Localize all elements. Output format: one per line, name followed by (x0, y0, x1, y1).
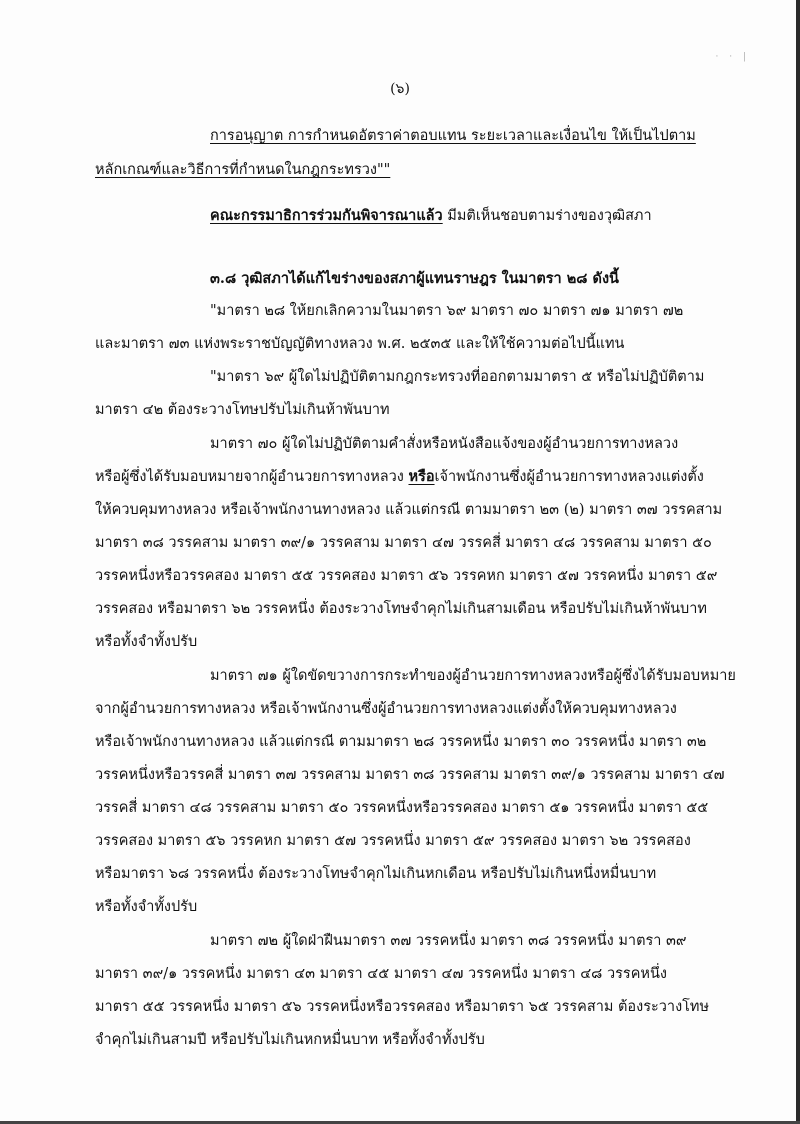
para3-line-4: มาตรา ๓๘ วรรคสาม มาตรา ๓๙/๑ วรรคสาม มาตรา ๔๗ วรรคสี่ มาตรา ๔๘ วรรคสาม มาตรา ๕๐ (95, 535, 712, 551)
para4-line-6: วรรคสอง มาตรา ๕๖ วรรคหก มาตรา ๕๗ วรรคหนึ่ง มาตรา ๕๙ วรรคสอง มาตรา ๖๒ วรรคสอง (95, 833, 691, 849)
heading-line-1: การอนุญาต การกำหนดอัตราค่าตอบแทน ระยะเวลาและเงื่อนไข ให้เป็นไปตาม (210, 128, 696, 144)
para3-line-2b: เจ้าพนักงานซึ่งผู้อำนวยการทางหลวงแต่งตั้ง (434, 469, 704, 485)
committee-note-text: มีมติเห็นชอบตามร่างของวุฒิสภา (442, 208, 652, 224)
para5-line-4: จำคุกไม่เกินสามปี หรือปรับไม่เกินหกหมื่นบาท หรือทั้งจำทั้งปรับ (95, 1032, 485, 1048)
scan-edge-right (796, 0, 800, 1124)
committee-note (210, 206, 652, 226)
para1-line-2: และมาตรา ๗๓ แห่งพระราชบัญญัติทางหลวง พ.ศ. ๒๕๓๕ และให้ใช้ความต่อไปนี้แทน (95, 336, 625, 352)
para5-line-2: มาตรา ๓๙/๑ วรรคหนึ่ง มาตรา ๔๓ มาตรา ๔๕ มาตรา ๔๗ วรรคหนึ่ง มาตรา ๔๘ วรรคหนึ่ง (95, 966, 667, 982)
para4-line-8: หรือทั้งจำทั้งปรับ (95, 899, 198, 915)
para4-line-1: มาตรา ๗๑ ผู้ใดขัดขวางการกระทำของผู้อำนวยการทางหลวงหรือผู้ซึ่งได้รับมอบหมาย (210, 668, 736, 684)
para5-line-1: มาตรา ๗๒ ผู้ใดฝ่าฝืนมาตรา ๓๗ วรรคหนึ่ง มาตรา ๓๘ วรรคหนึ่ง มาตรา ๓๙ (210, 933, 687, 949)
para4-line-3: หรือเจ้าพนักงานทางหลวง แล้วแต่กรณี ตามมาตรา ๒๘ วรรคหนึ่ง มาตรา ๓๐ วรรคหนึ่ง มาตรา ๓๒ (95, 734, 707, 750)
committee-note-label: คณะกรรมาธิการร่วมกันพิจารณาแล้ว (210, 207, 443, 224)
para3-line-2 (95, 467, 704, 487)
para4-line-7: หรือมาตรา ๖๘ วรรคหนึ่ง ต้องระวางโทษจำคุกไม่เกินหกเดือน หรือปรับไม่เกินหนึ่งหมื่นบาท (95, 866, 657, 882)
para3-line-1: มาตรา ๗๐ ผู้ใดไม่ปฏิบัติตามคำสั่งหรือหนังสือแจ้งของผู้อำนวยการทางหลวง (210, 436, 679, 452)
para4-line-2: จากผู้อำนวยการทางหลวง หรือเจ้าพนักงานซึ่งผู้อำนวยการทางหลวงแต่งตั้งให้ควบคุมทางหลวง (95, 701, 677, 717)
heading-line-2: หลักเกณฑ์และวิธีการที่กำหนดในกฎกระทรวง"" (95, 162, 391, 178)
para4-line-4: วรรคหนึ่งหรือวรรคสี่ มาตรา ๓๗ วรรคสาม มาตรา ๓๘ วรรคสาม มาตรา ๓๙/๑ วรรคสาม มาตรา ๔๗ (95, 767, 725, 783)
section-heading: ๓.๘ วุฒิสภาได้แก้ไขร่างของสภาผู้แทนราษฎร ในมาตรา ๒๘ ดังนี้ (210, 270, 619, 287)
para2-line-1: "มาตรา ๖๙ ผู้ใดไม่ปฏิบัติตามกฎกระทรวงที่ออกตามมาตรา ๕ หรือไม่ปฏิบัติตาม (210, 369, 705, 385)
para5-line-3: มาตรา ๕๕ วรรคหนึ่ง มาตรา ๕๖ วรรคหนึ่งหรือวรรคสอง หรือมาตรา ๖๕ วรรคสาม ต้องระวางโทษ (95, 999, 710, 1015)
para3-line-2a: หรือผู้ซึ่งได้รับมอบหมายจากผู้อำนวยการทางหลวง (95, 469, 409, 485)
para3-line-6: วรรคสอง หรือมาตรา ๖๒ วรรคหนึ่ง ต้องระวางโทษจำคุกไม่เกินสามเดือน หรือปรับไม่เกินห้าพันบาท (95, 601, 707, 617)
scan-mark: · · | (715, 52, 750, 62)
page-number: (๖) (390, 81, 410, 97)
para3-line-5: วรรคหนึ่งหรือวรรคสอง มาตรา ๕๕ วรรคสอง มาตรา ๕๖ วรรคหก มาตรา ๕๗ วรรคหนึ่ง มาตรา ๕๙ (95, 568, 718, 584)
para1-line-1: "มาตรา ๒๘ ให้ยกเลิกความในมาตรา ๖๙ มาตรา ๗๐ มาตรา ๗๑ มาตรา ๗๒ (210, 303, 684, 319)
para3-line-3: ให้ควบคุมทางหลวง หรือเจ้าพนักงานทางหลวง แล้วแต่กรณี ตามมาตรา ๒๓ (๒) มาตรา ๓๗ วรรคสาม (95, 502, 723, 518)
para4-line-5: วรรคสี่ มาตรา ๔๘ วรรคสาม มาตรา ๕๐ วรรคหนึ่งหรือวรรคสอง มาตรา ๕๑ วรรคหนึ่ง มาตรา ๕๕ (95, 800, 709, 816)
para3-line-2-underlined: หรือ (408, 468, 435, 485)
para2-line-2: มาตรา ๔๒ ต้องระวางโทษปรับไม่เกินห้าพันบาท (95, 402, 390, 418)
para3-line-7: หรือทั้งจำทั้งปรับ (95, 634, 198, 650)
